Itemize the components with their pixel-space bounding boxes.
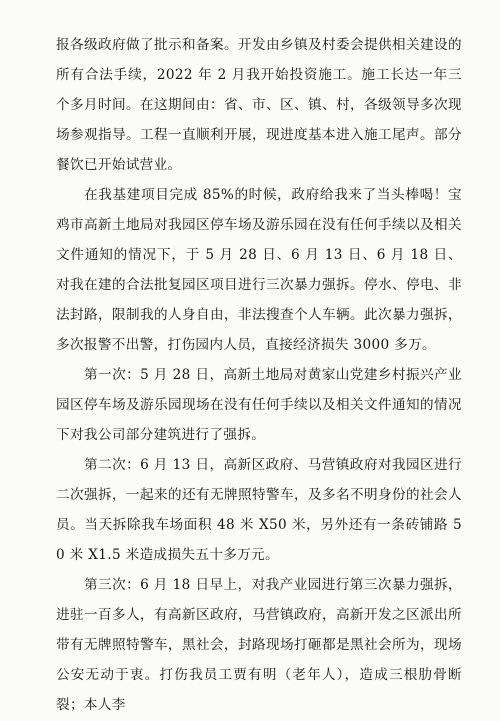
paragraph-second-demolition: 第二次：6 月 13 日，高新区政府、马营镇政府对我园区进行二次强拆，一起来的还有无牌照特警车，及多名不明身份的社会人员。当天拆除我车场面积 48 米 X50 米，另外还有一条砖铺路 50 米 X1.5 米造成损失五十多万元。 xyxy=(56,457,462,563)
paragraph-first-demolition: 第一次：5 月 28 日，高新土地局对黄家山党建乡村振兴产业园区停车场及游乐园现场在没有任何手续以及相关文件通知的情况下对我公司部分建筑进行了强拆。 xyxy=(56,367,462,443)
paragraph-approval-and-construction: 报各级政府做了批示和备案。开发由乡镇及村委会提供相关建设的所有合法手续，2022 年 2 月我开始投资施工。施工长达一年三个多月时间。在这期间由：省、市、区、镇、村，各级领导多次现场参观指导。工程一直顺利开展，现进度基本进入施工尾声。部分餐饮已开始试营业。 xyxy=(56,37,462,173)
paragraph-third-demolition: 第三次：6 月 18 日早上，对我产业园进行第三次暴力强拆，进驻一百多人，有高新区政府，马营镇政府，高新开发之区派出所带有无牌照特警车，黑社会，封路现场打砸都是黑社会所为，现场公安无动于衷。打伤我员工贾有明（老年人），造成三根肋骨断裂；本人李 xyxy=(56,577,462,713)
paragraph-forced-demolition-summary: 在我基建项目完成 85%的时候，政府给我来了当头棒喝！宝鸡市高新土地局对我园区停车场及游乐园在没有任何手续以及相关文件通知的情况下，于 5 月 28 日、6 月 13 日、6 月 18 日、对我在建的合法批复园区项目进行三次暴力强拆。停水、停电、非法封路，限制我的人身自由，非法搜查个人车辆。此次暴力强拆，多次报警不出警，打伤园内人员，直接经济损失 3000 多万。 xyxy=(56,187,462,353)
